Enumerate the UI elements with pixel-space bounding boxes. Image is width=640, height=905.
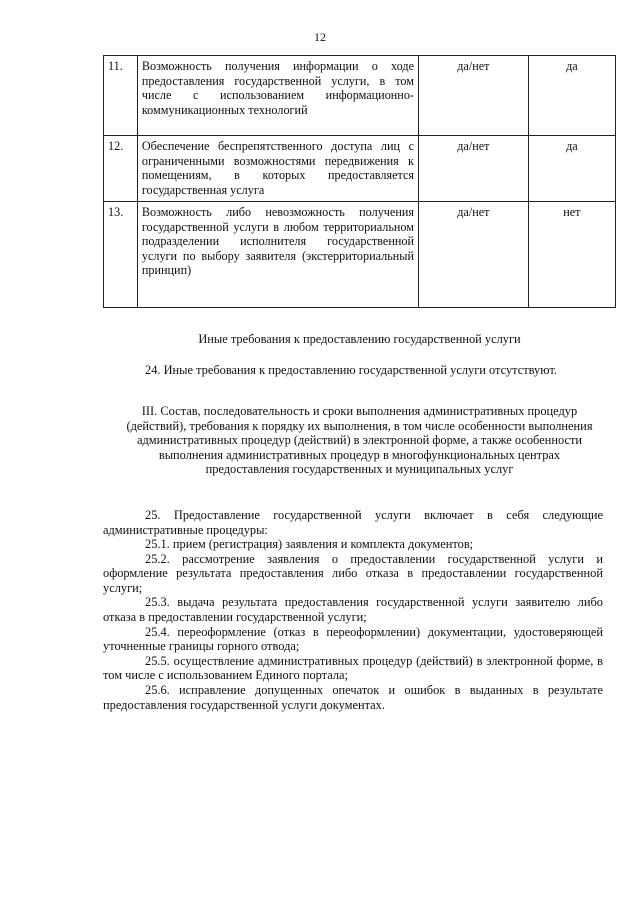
row-possible-values: да/нет bbox=[418, 202, 528, 308]
row-description: Обеспечение беспрепятственного доступа лиц с ограниченными возможностями передвижения к помещениям, в которых предоставляется государственная услуга bbox=[137, 136, 418, 202]
row-number: 11. bbox=[104, 56, 138, 136]
table-row bbox=[104, 136, 616, 202]
other-requirements-heading: Иные требования к предоставлению государственной услуги bbox=[198, 332, 521, 346]
list-item: 25.1. прием (регистрация) заявления и комплекта документов; bbox=[145, 537, 474, 551]
list-item: 25.2. рассмотрение заявления о предоставлении государственной услуги и оформление результата предоставления либо отказа в предоставлении государственной услуги; bbox=[103, 551, 603, 595]
list-item: 25.6. исправление допущенных опечаток и ошибок в выданных в результате предоставления государственной услуги документах. bbox=[103, 682, 603, 712]
list-item: 25.3. выдача результата предоставления государственной услуги заявителю либо отказа в предоставлении государственной услуги; bbox=[103, 595, 603, 624]
list-item: 25.5. осуществление административных процедур (действий) в электронной форме, в том числе с использованием Единого портала; bbox=[103, 653, 603, 683]
table-row bbox=[104, 56, 616, 136]
row-description: Возможность получения информации о ходе предоставления государственной услуги, в том числе с использованием информационно-коммуникационных технологий bbox=[137, 56, 418, 136]
row-possible-values: да/нет bbox=[418, 136, 528, 202]
paragraph-24: 24. Иные требования к предоставлению государственной услуги отсутствуют. bbox=[145, 363, 557, 377]
paragraph-25-intro: 25. Предоставление государственной услуги включает в себя следующие административные процедуры: bbox=[103, 508, 603, 537]
page-number: 12 bbox=[314, 30, 326, 44]
list-item: 25.4. переоформление (отказ в переоформлении) документации, удостоверяющей уточненные границы горного отвода; bbox=[103, 624, 603, 654]
requirements-table bbox=[103, 55, 616, 308]
table-row bbox=[104, 202, 616, 308]
row-possible-values: да/нет bbox=[418, 56, 528, 136]
row-answer: да bbox=[528, 136, 615, 202]
row-answer: нет bbox=[528, 202, 615, 308]
row-number: 13. bbox=[104, 202, 138, 308]
row-description: Возможность либо невозможность получения государственной услуги в любом территориальном подразделении исполнителя государственной услуги по выбору заявителя (экстерриториальный принцип) bbox=[137, 202, 418, 308]
row-answer: да bbox=[528, 56, 615, 136]
procedure-list bbox=[103, 537, 603, 712]
row-number: 12. bbox=[104, 136, 138, 202]
section-3-heading: III. Состав, последовательность и сроки выполнения административных процедур (действий), требования к порядку их выполнения, в том числе особенности выполнения административных процедур (действий) в электронной форме, а также особенности выполнения административных процедур в многофункциональных центрах предоставления государственных и муниципальных услуг bbox=[126, 404, 593, 477]
